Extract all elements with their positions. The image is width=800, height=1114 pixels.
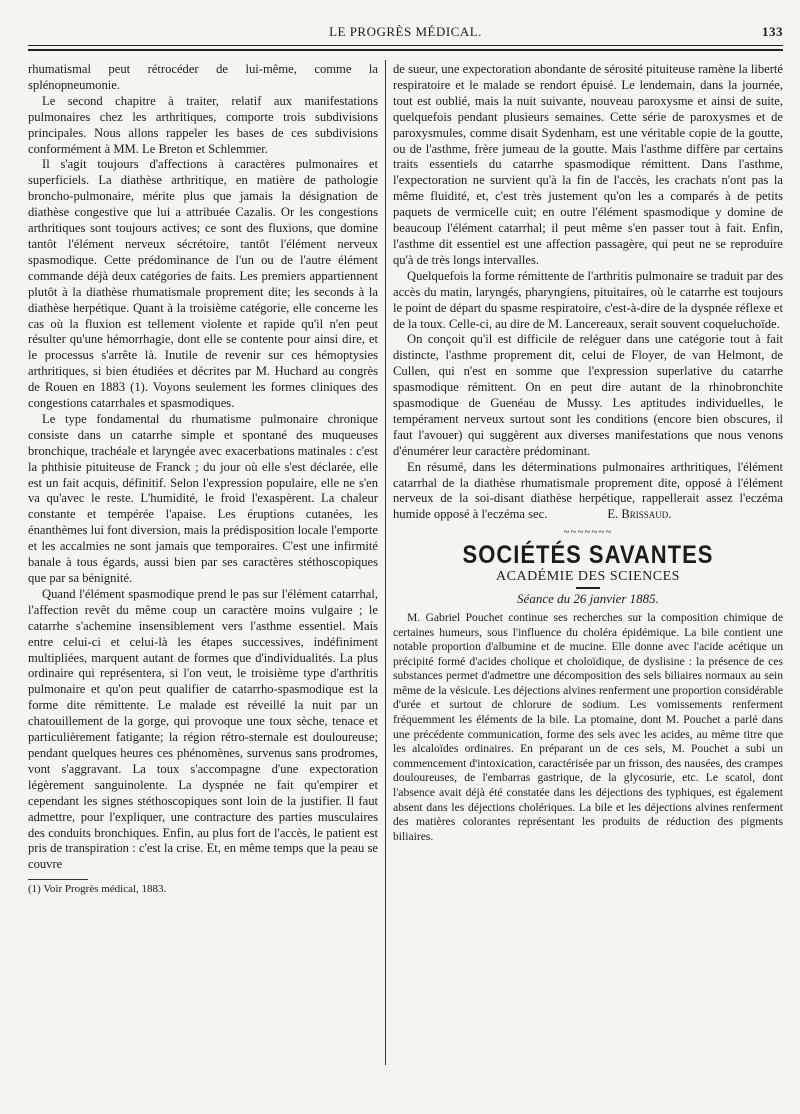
academy-heading: ACADÉMIE DES SCIENCES — [496, 569, 680, 585]
session-report: M. Gabriel Pouchet continue ses recherches sur la composition chimique de certaines humeurs, sous l'influence du choléra épidémique. La bile contient une notable proportion d'albumine et de mucine. Elle donne avec l'acide acétique un précipité formé d'acides cholique et choloïdique, de dyslisine : la présence de ces substances permet d'admettre une décomposition des sels biliaires normaux au sein même de la vésicule. Les déjections alvines renferment une proportion considérable d'urée et surtout de chlorure de sodium. Les vomissements renferment fréquemment les éléments de la bile. La ptomaine, dont M. Pouchet a parlé dans une précédente communication, forme des sels avec les acides, au même titre que les alcaloïdes ordinaires. En préparant un de ces sels, M. Pouchet a subi un commencement d'intoxication, caractérisée par un frisson, des nausées, des crampes douloureuses, de l'embarras gastrique, de la glycosurie, etc. Le scatol, dont l'absence avait déjà été constatée dans les déjections des typhiques, est également absent dans les déjections cholériques. La bile et les déjections alvines renferment des matières colorantes représentant les produits de réduction des pigments biliaires. — [393, 610, 783, 843]
session-date: Séance du 26 janvier 1885. — [517, 591, 659, 606]
author-signature: E. Brissaud. — [607, 507, 672, 522]
paragraph: Le second chapitre à traiter, relatif aux manifestations pulmonaires chez les arthritiques, comporte trois subdivisions principales. Nous allons rappeler les bases de ces subdivisions conformément à MM. Le Breton et Schlemmer. — [28, 93, 378, 156]
footnote: (1) Voir Progrès médical, 1883. — [28, 883, 167, 896]
paragraph — [393, 460, 783, 524]
paragraph: de sueur, une expectoration abondante de sérosité pituiteuse ramène la liberté respiratoire et le malade se rendort épuisé. Le lendemain, dans la journée, tout est oublié, mais la nuit suivante, nouveau paroxysme et ainsi de suite, quelquefois pendant plusieurs semaines. Cette série de paroxysmes et de paroxysmules, comme disait Sydenham, est une véritable copie de la goutte, ou de l'asthme, frère jumeau de la goutte. Mais l'asthme diffère par certains traits essentiels du catarrhe spasmodique rémittent. Dans l'asthme, l'expectoration ne survient qu'à la fin de l'accès, les crachats n'ont pas la même fluidité, et, c'est très justement qu'on les a comparés à de petits paquets de vermicelle cuit; en outre l'élément spasmodique y domine de beaucoup l'élément catarrhal; il peut même s'en passer tout à fait. Enfin, l'asthme dit essentiel est une affection passagère, qui peut ne se reproduire qu'à de très longs intervalles. — [393, 62, 783, 267]
page-number: 133 — [762, 24, 783, 39]
paragraph: Il s'agit toujours d'affections à caractères pulmonaires et superficiels. La diathèse arthritique, en matière de pathologie broncho-pulmonaire, mérite plus que jamais la désignation de diathèse congestive que lui a attribuée Cazalis. Or les congestions arthritiques sont toujours actives; ce sont des fluxions, que domine tantôt l'élément nerveux sécrétoire, tantôt l'élément nerveux spasmodique. Cette prédominance de l'un ou de l'autre élément commande déjà deux catégories de faits. Les premiers appartiennent plutôt à la diathèse rhumatismale proprement dite; les seconds à la diathèse herpétique. Quant à la troisième catégorie, elle concerne les cas où la fluxion est tellement violente et rapide qu'il n'en peut résulter qu'une hémorrhagie, dont elle se contente pour ainsi dire, et le processus s'arrête là. Inutile de revenir sur ces hémoptysies arthritiques, si bien étudiées et décrites par M. Huchard au congrès de Rouen en 1883 (1). Voyons seulement les formes cliniques des congestions catarrhales et spasmodiques. — [28, 157, 378, 411]
heading-dash — [576, 587, 600, 589]
paragraph-text: En résumé, dans les déterminations pulmonaires arthritiques, l'élément catarrhal de la diathèse rhumatismale proprement dite, opposé à l'élément nerveux de la soi-disant diathèse herpétique, rappellerait assez l'eczéma humide opposé à l'eczéma sec. — [393, 459, 783, 522]
section-title: SOCIÉTÉS SAVANTES — [462, 540, 714, 569]
header-rule-thick — [28, 49, 783, 51]
right-column — [393, 62, 783, 844]
journal-title: LE PROGRÈS MÉDICAL. — [329, 24, 482, 39]
paragraph: rhumatismal peut rétrocéder de lui-même, comme la splénopneumonie. — [28, 62, 378, 92]
paragraph: Quelquefois la forme rémittente de l'arthritis pulmonaire se traduit par des accès du matin, laryngés, pharyngiens, pituitaires, où le catarrhe est toujours le point de départ du spasme respiratoire, c'est-à-dire de la dyspnée réflexe et de la toux. Celle-ci, au dire de M. Lancereaux, serait souvent coqueluchoïde. — [393, 268, 783, 331]
paragraph: On conçoit qu'il est difficile de reléguer dans une catégorie tout à fait distincte, l'asthme proprement dit, celui de Floyer, de van Helmont, de Cullen, qui n'est en somme que l'expression superlative du catarrhe spasmodique rémittent. On en peut dire autant de la rhinobronchite spasmodique de Guenéau de Mussy. Les aptitudes individuelles, le tempérament nerveux surtout sont les conditions (encore bien obscures, il faut l'avouer) qui suggèrent aux diverses manifestations que nous venons d'énumérer leur caractère prédominant. — [393, 332, 783, 458]
column-divider — [385, 60, 386, 1065]
footnote-rule — [28, 879, 88, 880]
left-column — [28, 62, 378, 896]
section-ornament: ~~~~~~~ — [563, 526, 613, 539]
paragraph: Le type fondamental du rhumatisme pulmonaire chronique consiste dans un catarrhe simple et spontané des muqueuses bronchique, trachéale et laryngée avec exacerbations matinales : c'est la phthisie pituiteuse de Franck ; du jour où elle s'est déclarée, elle est un fait acquis, définitif. Selon l'expression populaire, elle ne s'en va qu'avec le reste. L'humidité, le froid l'exaspèrent. La chaleur constante et tempérée l'apaise. Les éruptions cutanées, les énanthèmes lui font diversion, mais la prédisposition locale l'emporte et les accalmies ne sont jamais que temporaires. C'est une infirmité banale à tous égards, aussi bien par ses caractères stéthoscopiques que par sa bénignité. — [28, 411, 378, 585]
running-header — [28, 24, 783, 44]
header-rule-thin — [28, 45, 783, 46]
paragraph: Quand l'élément spasmodique prend le pas sur l'élément catarrhal, l'affection revêt du même coup un caractère moins vulgaire ; le catarrhe s'achemine insensiblement vers l'asthme essentiel. Mais entre celui-ci et celui-là les étapes successives, indéfiniment multipliées, marquent autant de formes que d'individualités. La plus ordinaire qui représentera, si l'on veut, le troisième type d'arthritis pulmonaire et qu'on peut qualifier de catarrho-spasmodique est la forme dite rémittente. Le malade est réveillé la nuit par un chatouillement de la gorge, qui provoque une toux sèche, tenace et particulièrement fatigante; la région rétro-sternale est douloureuse; pendant quelques heures ces phénomènes, survenus sans prodromes, vont s'aggravant. La toux s'accompagne d'une expectoration légèrement sanguinolente. La dyspnée ne fait qu'empirer et cependant les signes stéthoscopiques sont loin de la justifier. Il faut admettre, pour l'expliquer, une contracture des parties musculaires des conduits bronchiques. Enfin, au plus fort de l'accès, le patient est pris de transpiration : c'est la crise. Et, en même temps que la peau se couvre — [28, 586, 378, 872]
